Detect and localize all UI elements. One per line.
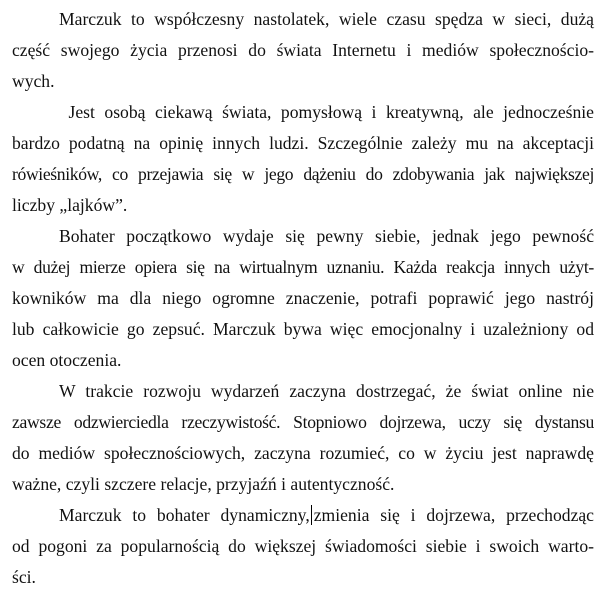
text-cursor xyxy=(311,505,312,525)
text-line: W trakcie rozwoju wydarzeń zaczyna dostrzegać, że świat online nie xyxy=(59,381,594,401)
paragraph xyxy=(12,4,594,97)
document-body[interactable] xyxy=(12,4,594,593)
text-line: Bohater początkowo wydaje się pewny siebie, jednak jego pewność xyxy=(59,226,594,246)
text-line: od pogoni za popularnością do większej świadomości siebie i swoich warto- xyxy=(12,536,594,556)
text-line: Jest osobą ciekawą świata, pomysłową i kreatywną, ale jednocześnie xyxy=(59,102,594,122)
text-line: rówieśników, co przejawia się w jego dążeniu do zdobywania jak największej xyxy=(12,164,594,184)
text-line: liczby „lajków”. xyxy=(12,195,128,215)
paragraph xyxy=(12,221,594,376)
text-line: kowników ma dla niego ogromne znaczenie, potrafi poprawić jego nastrój xyxy=(12,288,594,308)
text-line: zawsze odzwierciedla rzeczywistość. Stopniowo dojrzewa, uczy się dystansu xyxy=(12,412,594,432)
text-line: część swojego życia przenosi do świata Internetu i mediów społecznościo- xyxy=(12,40,594,60)
text-before-cursor: Marczuk to bohater dynamiczny, xyxy=(59,505,310,525)
text-line: wych. xyxy=(12,71,55,91)
text-line: ważne, czyli szczere relacje, przyjaźń i autentyczność. xyxy=(12,474,395,494)
paragraph xyxy=(12,97,594,221)
text-line: bardzo podatną na opinię innych ludzi. Szczególnie zależy mu na akceptacji xyxy=(12,133,594,153)
text-line: lub całkowicie go zepsuć. Marczuk bywa więc emocjonalny i uzależniony od xyxy=(12,319,594,339)
text-line: do mediów społecznościowych, zaczyna rozumieć, co w życiu jest naprawdę xyxy=(12,443,594,463)
paragraph xyxy=(12,376,594,500)
text-line: ocen otoczenia. xyxy=(12,350,122,370)
text-line: ści. xyxy=(12,567,36,587)
text-line-with-cursor xyxy=(12,500,594,531)
paragraph xyxy=(12,500,594,593)
text-after-cursor: zmienia się i dojrzewa, przechodząc xyxy=(313,505,594,525)
text-line: w dużej mierze opiera się na wirtualnym uznaniu. Każda reakcja innych użyt- xyxy=(12,257,594,277)
text-line: Marczuk to współczesny nastolatek, wiele czasu spędza w sieci, dużą xyxy=(59,9,594,29)
